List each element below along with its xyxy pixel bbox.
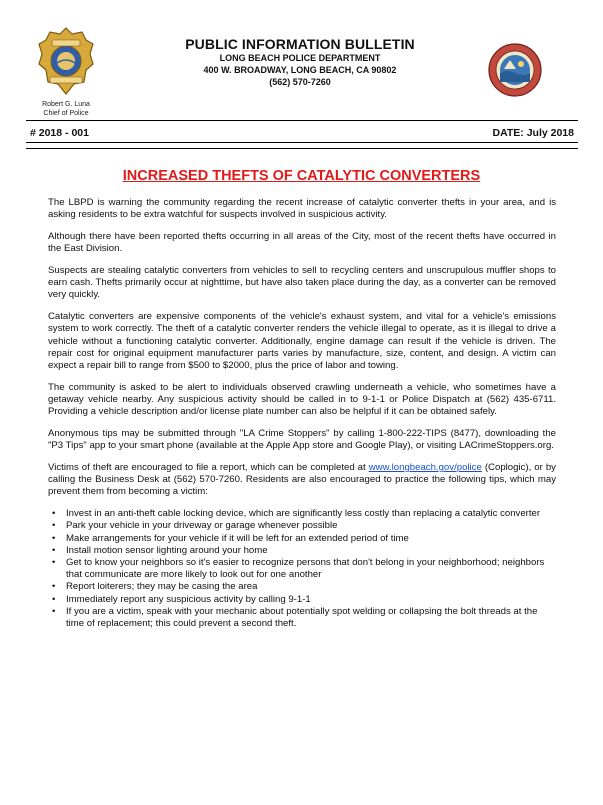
chief-signature-block (26, 100, 106, 118)
paragraph-warning: The LBPD is warning the community regarding the recent increase of catalytic converter thefts in your area, and is asking residents to be extra watchful for suspects involved in suspicious activity. (48, 197, 556, 221)
department-name: LONG BEACH POLICE DEPARTMENT (219, 53, 381, 63)
header-text-block (150, 36, 450, 88)
police-badge-icon (36, 26, 96, 96)
department-phone: (562) 570-7260 (269, 77, 331, 87)
police-badge-logo (36, 26, 96, 96)
paragraph-anonymous-tips: Anonymous tips may be submitted through "LA Crime Stoppers" by calling 1-800-222-TIPS (8477), downloading the "P3 Tips" app to your smart phone (available at the Apple App store and Google Play), or visiting LACrimeStoppers.org. (48, 428, 556, 452)
chief-name: Robert G. Luna (42, 101, 90, 108)
bulletin-date: DATE: July 2018 (492, 127, 574, 139)
bulletin-headline (0, 168, 603, 184)
list-item: • Park your vehicle in your driveway or garage whenever possible (66, 520, 556, 532)
city-seal-icon (487, 42, 543, 98)
bulletin-header (0, 0, 603, 140)
list-item: • Install motion sensor lighting around your home (66, 545, 556, 557)
list-item: • If you are a victim, speak with your mechanic about potentially spot welding or collapsing the bolt threads at the time of replacement; this could prevent a second theft. (66, 606, 556, 630)
city-seal-logo (487, 42, 543, 98)
paragraph-converters: Catalytic converters are expensive components of the vehicle's exhaust system, and vital for a vehicle's emissions system to work correctly. The theft of a catalytic converter renders the vehicle illegal to operate, as it is illegal to drive a vehicle without a functioning catalytic converter. Additionally, engine damage can result if the vehicle is driven. The repair cost for original equipment manufacturer parts varies by manufacture, size, content, and design. A victim can expect a repair bill to range from $500 to $2000, plus the price of labor and towing. (48, 311, 556, 372)
list-item: • Immediately report any suspicious activity by calling 9-1-1 (66, 594, 556, 606)
list-item: • Make arrangements for your vehicle if it will be left for an extended period of time (66, 533, 556, 545)
meta-rule-bottom (26, 148, 578, 149)
bulletin-title: PUBLIC INFORMATION BULLETIN (185, 36, 415, 52)
victims-text-before: Victims of theft are encouraged to file a report, which can be completed at (48, 462, 366, 474)
list-item: • Invest in an anti-theft cable locking device, which are significantly less costly than replacing a catalytic converter (66, 508, 556, 520)
meta-rule-top (26, 142, 578, 143)
list-item: • Get to know your neighbors so it's easier to recognize persons that don't belong in your neighborhood; neighbors that communicate are more likely to look out for one another (66, 557, 556, 581)
paragraph-suspects: Suspects are stealing catalytic converters from vehicles to sell to recycling centers and unscrupulous muffler shops to earn cash. Thefts primarily occur at nighttime, but have also taken place during the day, as a converter can be removed very quickly. (48, 265, 556, 301)
headline-text: INCREASED THEFTS OF CATALYTIC CONVERTERS (122, 168, 481, 184)
bulletin-body (48, 197, 556, 630)
paragraph-community: The community is asked to be alert to individuals observed crawling underneath a vehicle, who sometimes have a getaway vehicle nearby. Any suspicious activity should be called in to 9-1-1 or Police Dispatch at (562) 435-6711. Providing a vehicle description and/or license plate number can also be helpful if it can be obtained safely. (48, 381, 556, 418)
prevention-tips-list (48, 508, 556, 630)
victims-text-after: (Coplogic), or by calling the Business Desk at (562) 570-7260. Residents are also encouraged to practice the following tips, which may prevent them from becoming a victim: (48, 462, 556, 498)
paragraph-locations: Although there have been reported thefts occurring in all areas of the City, most of the recent thefts have occurred in the East Division. (48, 231, 556, 255)
list-item: • Report loiterers; they may be casing the area (66, 581, 556, 593)
paragraph-victims (48, 462, 556, 499)
police-website-link[interactable]: www.longbeach.gov/police (368, 462, 482, 474)
bulletin-meta-bar (30, 126, 574, 140)
department-address: 400 W. BROADWAY, LONG BEACH, CA 90802 (203, 65, 397, 75)
chief-title: Chief of Police (43, 110, 89, 117)
header-rule (26, 120, 578, 121)
bulletin-number: # 2018 - 001 (30, 127, 89, 139)
